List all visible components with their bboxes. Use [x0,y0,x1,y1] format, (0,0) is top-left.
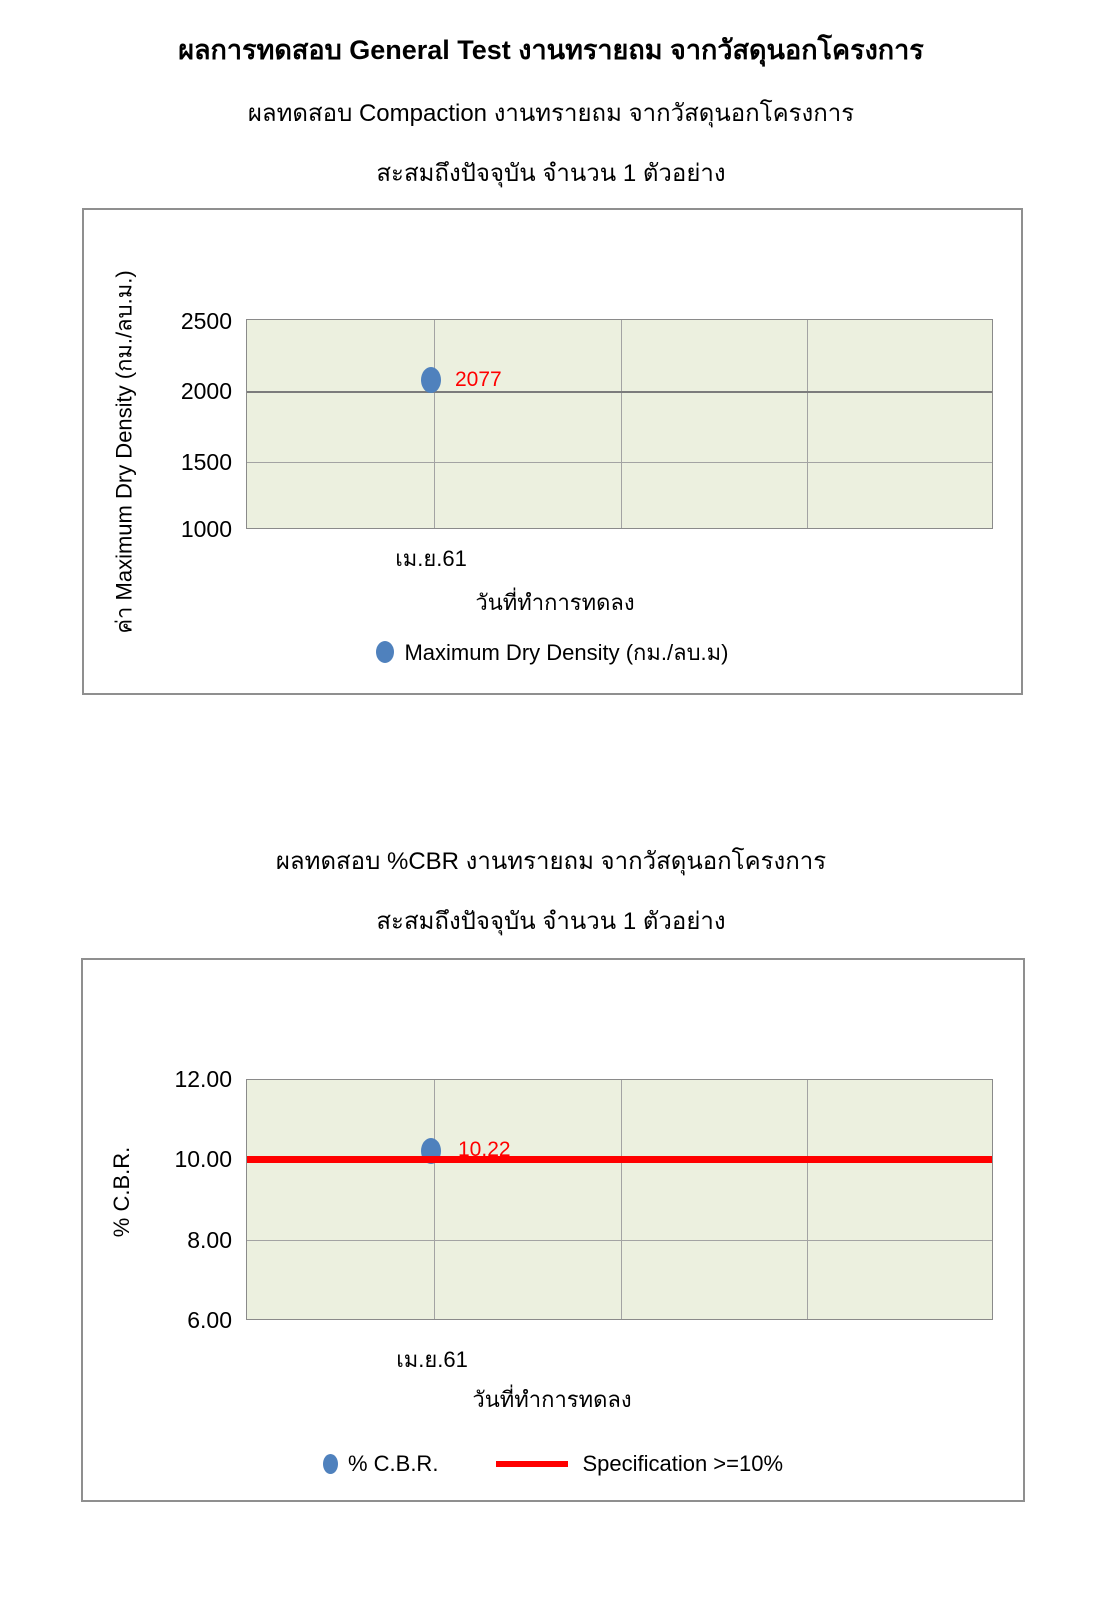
y-tick-label: 2000 [180,378,232,404]
legend-item [376,635,728,670]
y-tick-label: 8.00 [187,1227,232,1253]
cbr-plot-area [246,1079,993,1320]
vertical-gridline [434,1080,435,1319]
y-tick-label: 12.00 [174,1066,232,1092]
mdd-x-axis-title: วันที่ทำการทดลง [475,590,635,615]
mdd-data-label: 2077 [455,368,502,391]
y-tick-label: 1000 [180,516,232,542]
compaction-sample-count: สะสมถึงปัจจุบัน จำนวน 1 ตัวอย่าง [376,160,726,187]
legend-marker [376,641,394,663]
page-title: ผลการทดสอบ General Test งานทรายถม จากวัสดุนอกโครงการ [178,35,924,65]
y-tick-label: 6.00 [187,1307,232,1333]
legend-spec-line [496,1461,568,1467]
horizontal-gridline-8 [247,1240,992,1241]
legend-label: Specification >=10% [582,1451,784,1476]
x-tick-label: เม.ย.61 [396,1347,468,1372]
cbr-x-axis-title: วันที่ทำการทดลง [472,1387,632,1412]
vertical-gridline [807,320,808,528]
y-tick-label: 2500 [180,308,232,334]
compaction-subtitle: ผลทดสอบ Compaction งานทรายถม จากวัสดุนอกโครงการ [247,100,855,127]
legend-item [323,1451,438,1477]
x-tick-label: เม.ย.61 [395,546,467,571]
y-tick-label: 10.00 [174,1146,232,1172]
vertical-gridline [621,1080,622,1319]
mdd-chart-frame [82,208,1023,695]
vertical-gridline [807,1080,808,1319]
cbr-y-axis-title: % C.B.R. [109,1146,134,1238]
mdd-legend [84,638,1021,666]
legend-marker [323,1454,338,1474]
mdd-plot-area [246,319,993,529]
vertical-gridline [434,320,435,528]
cbr-subtitle: ผลทดสอบ %CBR งานทรายถม จากวัสดุนอกโครงการ [275,848,827,875]
cbr-legend [83,1450,1023,1478]
legend-label: % C.B.R. [347,1451,439,1476]
specification-line [247,1156,992,1163]
cbr-data-label: 10.22 [458,1138,511,1161]
horizontal-gridline-1500 [247,462,992,463]
horizontal-gridline-2000 [247,391,992,393]
legend-label: Maximum Dry Density (กม./ลบ.ม) [404,639,729,665]
cbr-sample-count: สะสมถึงปัจจุบัน จำนวน 1 ตัวอย่าง [376,908,726,935]
legend-item [496,1451,783,1477]
mdd-y-axis-title: ค่า Maximum Dry Density (กม./ลบ.ม.) [111,270,137,634]
cbr-chart-frame [81,958,1025,1502]
mdd-data-point [421,367,441,393]
y-tick-label: 1500 [180,449,232,475]
vertical-gridline [621,320,622,528]
